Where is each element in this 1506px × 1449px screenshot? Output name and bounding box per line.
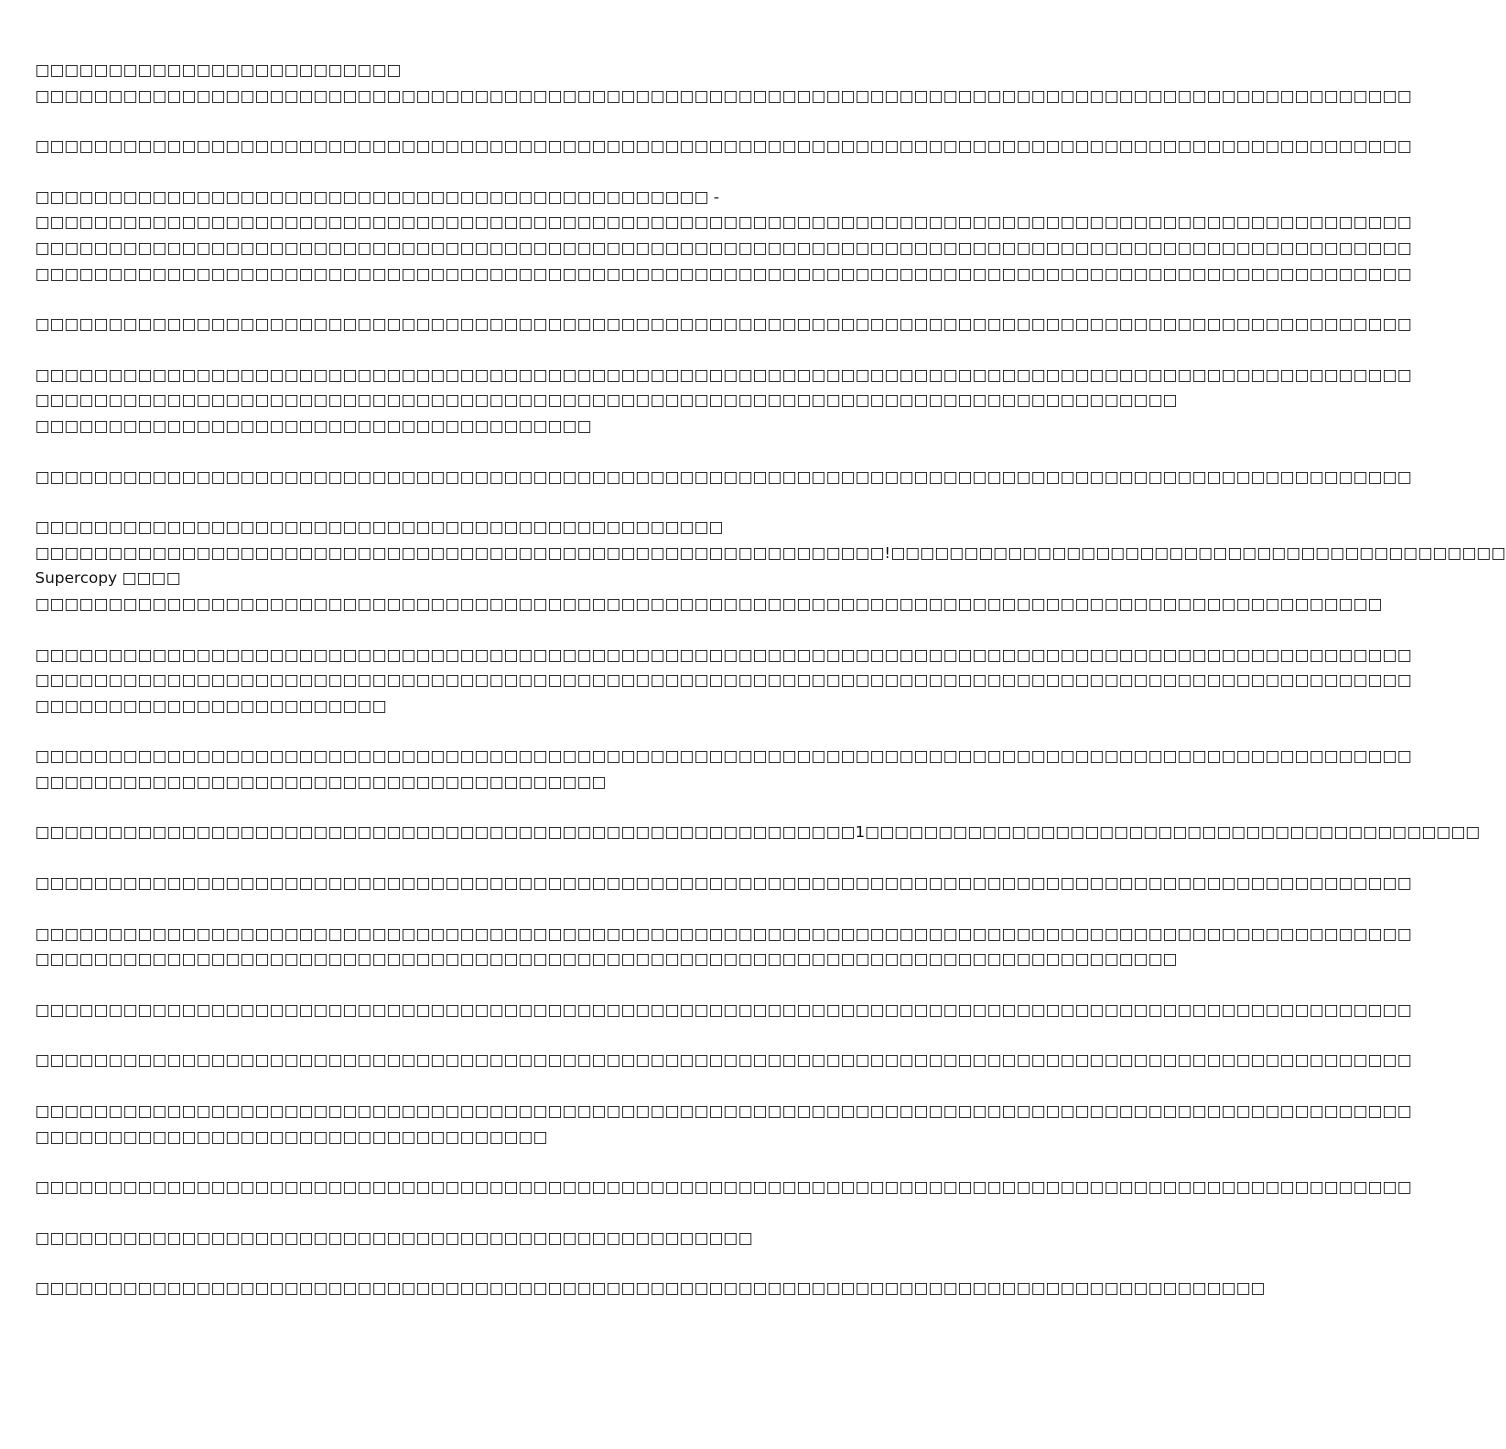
text-line: □□□□□□□□□□□□□□□□□□□□□□□□□□□□□□□□□□□□□□□□□□□□□□□□□□□□□□□□□□□□□□□□□□□□□□□□□□□□□□□□□□□□□□□□□□□□□□ [35, 213, 1412, 232]
text-line: □□□□□□□□□□□□□□□□□□□□□□□□□□□□□□□□□□□□□□□ [35, 772, 607, 791]
text-line: □□□□□□□□□□□□□□□□□□□□□□□□□□□□□□□□□□□□□□□□□□□□□□□□□□□□□□□□□□□□□□□□□□□□□□□□□□□□□□□□□□□□□□□□□□□□□□ [35, 264, 1412, 283]
text-line: □□□□□□□□□□□□□□□□□□□□□□□□□□□□□□□□□□□□□□□□□□□□□□ - [35, 187, 720, 206]
text-line: □□□□□□□□□□□□□□□□□□□□□□□□□□□□□□□□□□□□□□□□□□□□□□□□□□□□□□□□□□□□□□□□□□□□□□□□□□□□□□□□□□□□□□□□□□□□□□ [35, 1102, 1412, 1121]
paragraph-3 [35, 185, 1412, 287]
text-line: □□□□□□□□□□□□□□□□□□□□□□□□□□□□□□□□□□□□□□□□□□□□□□□□□□□□□□□□□□□□□□□□□□□□□□□□□□□□□□□□□□□□□□□□□□□□□□ [35, 1051, 1412, 1070]
paragraph-15 [35, 1099, 1412, 1150]
text-line: □□□□□□□□□□□□□□□□□□□□□□□□□□□□□□□□□□□□□□□□□□□□□□□□□□□□□□□□□□□□□□□□□□□□□□□□□□□□□□□□□□□□□□□□□□□□□□ [35, 315, 1412, 334]
text-line: □□□□□□□□□□□□□□□□□□□□□□□□□□□□□□□□□□□ [35, 1127, 548, 1146]
paragraph-5 [35, 363, 1412, 440]
document-page [35, 58, 1506, 1418]
text-line: □□□□□□□□□□□□□□□□□□□□□□□□□□□□□□□□□□□□□□□□□□□□□□□□□□□□□□□□□□□□□□□□□□□□□□□□□□□□□□□□□□□□□□□□□□□□□□ [35, 1000, 1412, 1019]
text-line: □□□□□□□□□□□□□□□□□□□□□□□□□□□□□□□□□□□□□□□□□□□□□□□□□□□□□□□□□□□□□□□□□□□□□□□□□□□□□□□□□□□□□□□□□□□□□□ [35, 747, 1412, 766]
paragraph-8 [35, 643, 1412, 720]
paragraph-4 [35, 312, 1412, 338]
paragraph-17 [35, 1226, 991, 1252]
paragraph-14 [35, 1048, 1412, 1074]
text-line: □□□□□□□□□□□□□□□□□□□□□□□□□□□□□□□□□□□□□□□□□□□□□□□□□□□□□□□□□□□□□□□□□□□□□□□□□□□□□□□□□□□□□□□□□□□□□□ [35, 238, 1412, 257]
paragraph-9 [35, 744, 1412, 795]
text-line: □□□□□□□□□□□□□□□□□□□□□□□□□□□□□□□□□□□□□□ [35, 416, 592, 435]
paragraph-18 [35, 1276, 1266, 1302]
text-line: □□□□□□□□□□□□□□□□□□□□□□□□□□□□□□□□□□□□□□□□□□□□□□□□□□□□□□□□□□□□□□□□□□□□□□□□□□□□□□□□□□□□□□□□□□□□□□ [35, 645, 1412, 664]
text-line: □□□□□□□□□□□□□□□□□□□□□□□□□□□□□□□□□□□□□□□□□□□□□□□□□□□□□□□□□□□□□□□□□□□□□□□□□□□□□□ [35, 391, 1178, 410]
text-line: □□□□□□□□□□□□□□□□□□□□□□□□□ [35, 61, 402, 79]
text-line: □□□□□□□□□□□□□□□□□□□□□□□□□□□□□□□□□□□□□□□□□□□□□□□□□□□□□□□□□□□□□□□□□□□□□□□□□□□□□□□□□□□□ [35, 1279, 1266, 1298]
text-line: □□□□□□□□□□□□□□□□□□□□□□□□ [35, 696, 387, 715]
text-line: Supercopy □□□□ [35, 569, 181, 588]
text-line: □□□□□□□□□□□□□□□□□□□□□□□□□□□□□□□□□□□□□□□□□□□□□□□□□□□□□□□□□□□□□□□□□□□□□□□□□□□□□□□□□□□□□□□□□□□□□□ [35, 137, 1412, 156]
paragraph-6 [35, 465, 1412, 491]
text-line: □□□□□□□□□□□□□□□□□□□□□□□□□□□□□□□□□□□□□□□□□□□□□□□□□□□□□□□□□□□□□□□□□□□□□□□□□□□□□□□□□□□□□□□□□□□□□□ [35, 467, 1412, 486]
text-line: □□□□□□□□□□□□□□□□□□□□□□□□□□□□□□□□□□□□□□□□□□□□□□□ [35, 518, 724, 537]
text-line: □□□□□□□□□□□□□□□□□□□□□□□□□□□□□□□□□□□□□□□□□□□□□□□□□□□□□□□□□□□□□□□□□□□□□□□□□□□□□□□□□□□□□□□□□□□□□□ [35, 874, 1412, 893]
text-line: □□□□□□□□□□□□□□□□□□□□□□□□□□□□□□□□□□□□□□□□□□□□□□□□□□□□□□□□□□□□□□□□□□□□□□□□□□□□□□□□□□□□□□□□□□□□□□ [35, 924, 1412, 943]
text-line: □□□□□□□□□□□□□□□□□□□□□□□□□□□□□□□□□□□□□□□□□□□□□□□□□□□□□□□□□□!□□□□□□□□□□□□□□□□□□□□□□□□□□□□□□□□□□□□□□□□□□ [35, 543, 1506, 562]
text-line: □□□□□□□□□□□□□□□□□□□□□□□□□□□□□□□□□□□□□□□□□□□□□□□□□□□□□□□□□□□□□□□□□□□□□□□□□□□□□□□□□□□□□□□□□□□□□□ [35, 671, 1412, 690]
paragraph-10 [35, 820, 1481, 846]
text-line: □□□□□□□□□□□□□□□□□□□□□□□□□□□□□□□□□□□□□□□□□□□□□□□□□□□□□□□□□□□□□□□□□□□□□□□□□□□□□□□□□□□□□□□□□□□□ [35, 594, 1383, 613]
paragraph-16 [35, 1175, 1412, 1201]
paragraph-12 [35, 922, 1412, 973]
paragraph-13 [35, 998, 1412, 1024]
paragraph-11 [35, 871, 1412, 897]
text-line: □□□□□□□□□□□□□□□□□□□□□□□□□□□□□□□□□□□□□□□□□□□□□□□□□□□□□□□□1□□□□□□□□□□□□□□□□□□□□□□□□□□□□□□□□□□□□□□□□□□ [35, 823, 1481, 842]
text-line: □□□□□□□□□□□□□□□□□□□□□□□□□□□□□□□□□□□□□□□□□□□□□□□□□□□□□□□□□□□□□□□□□□□□□□□□□□□□□□ [35, 950, 1178, 969]
text-line: □□□□□□□□□□□□□□□□□□□□□□□□□□□□□□□□□□□□□□□□□□□□□□□□□□□□□□□□□□□□□□□□□□□□□□□□□□□□□□□□□□□□□□□□□□□□□□ [35, 1178, 1412, 1197]
text-line: □□□□□□□□□□□□□□□□□□□□□□□□□□□□□□□□□□□□□□□□□□□□□□□□□ [35, 1228, 753, 1247]
text-line: □□□□□□□□□□□□□□□□□□□□□□□□□□□□□□□□□□□□□□□□□□□□□□□□□□□□□□□□□□□□□□□□□□□□□□□□□□□□□□□□□□□□□□□□□□□□□□ [35, 86, 1412, 105]
text-line: □□□□□□□□□□□□□□□□□□□□□□□□□□□□□□□□□□□□□□□□□□□□□□□□□□□□□□□□□□□□□□□□□□□□□□□□□□□□□□□□□□□□□□□□□□□□□□ [35, 365, 1412, 384]
paragraph-2 [35, 134, 1412, 160]
paragraph-7 [35, 515, 1506, 617]
paragraph-1 [35, 58, 1412, 109]
